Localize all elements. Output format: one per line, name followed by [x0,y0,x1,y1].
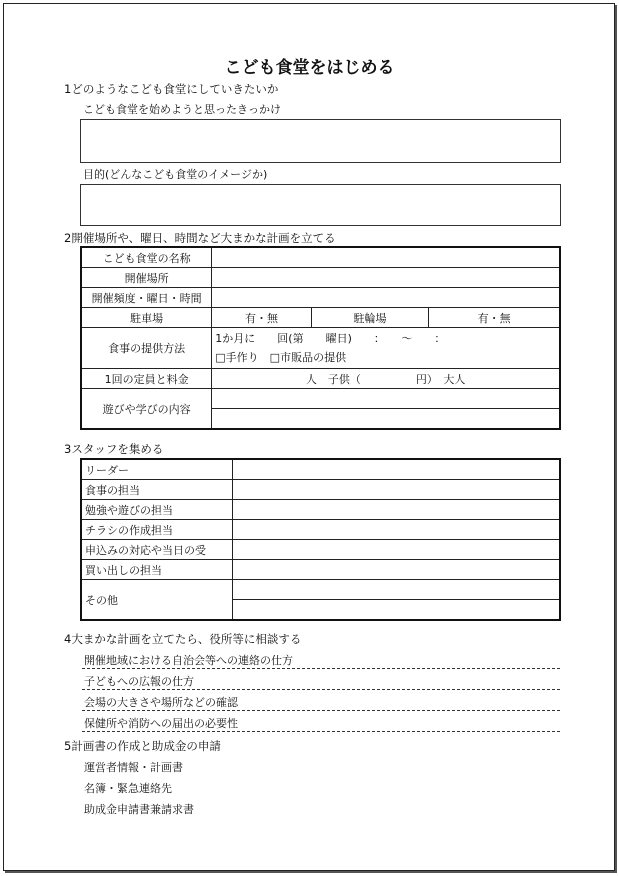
staff-role: 買い出しの担当 [81,560,233,580]
name-field[interactable] [212,247,560,268]
staff-field[interactable] [233,459,560,480]
staff-field[interactable] [233,520,560,540]
document-item: 助成金申請書兼請求書 [84,803,194,816]
play-label: 遊びや学びの内容 [81,389,212,430]
frequency-label: 開催頻度・曜日・時間 [81,288,212,308]
play-field-1[interactable] [212,389,560,409]
meal-field[interactable] [212,328,560,369]
staff-table [80,458,561,621]
consult-item: 保健所や消防への届出の必要性 [82,715,560,732]
bike-value[interactable]: 有・無 [429,308,560,328]
staff-role: 食事の担当 [81,480,233,500]
frequency-field[interactable] [212,288,560,308]
meal-schedule-line: 1か月に 回(第 曜日) ： ～ ： [215,332,446,345]
play-field-2[interactable] [212,409,560,430]
section1-heading: 1どのようなこども食堂にしていきたいか [64,82,279,96]
section4-heading: 4大まかな計画を立てたら、役所等に相談する [64,632,302,646]
capacity-label: 1回の定員と料金 [81,369,212,389]
staff-role: 勉強や遊びの担当 [81,500,233,520]
consult-item: 開催地域における自治会等への連絡の仕方 [82,652,560,669]
section5-heading: 5計画書の作成と助成金の申請 [64,739,221,753]
place-label: 開催場所 [81,268,212,288]
name-label: こども食堂の名称 [81,247,212,268]
section1-question2: 目的(どんなこども食堂のイメージか) [83,168,268,181]
bike-label: 駐輪場 [311,308,428,328]
section1-question1: こども食堂を始めようと思ったきっかけ [83,103,281,116]
consult-item: 会場の大きさや場所などの確認 [82,694,560,711]
document-item: 名簿・緊急連絡先 [84,782,172,795]
consult-item: 子どもへの広報の仕方 [82,673,560,690]
motivation-textbox[interactable] [80,119,561,163]
meal-label: 食事の提供方法 [81,328,212,369]
page-title: こども食堂をはじめる [224,58,395,78]
staff-field[interactable] [233,600,560,621]
staff-role: リーダー [81,459,233,480]
staff-role: チラシの作成担当 [81,520,233,540]
parking-value[interactable]: 有・無 [212,308,312,328]
staff-role: 申込みの対応や当日の受 [81,540,233,560]
staff-field[interactable] [233,580,560,600]
staff-field[interactable] [233,480,560,500]
capacity-field[interactable]: 人 子供（ 円） 大人 [212,369,560,389]
staff-field[interactable] [233,560,560,580]
section2-heading: 2開催場所や、曜日、時間など大まかな計画を立てる [64,231,336,245]
staff-role-other: その他 [81,580,233,621]
parking-label: 駐車場 [81,308,212,328]
staff-field[interactable] [233,540,560,560]
plan-table [80,246,561,430]
section3-heading: 3スタッフを集める [64,442,164,456]
meal-type-checkboxes[interactable]: □手作り □市販品の提供 [215,351,347,364]
staff-field[interactable] [233,500,560,520]
purpose-textbox[interactable] [80,184,561,226]
place-field[interactable] [212,268,560,288]
document-item: 運営者情報・計画書 [84,761,183,774]
